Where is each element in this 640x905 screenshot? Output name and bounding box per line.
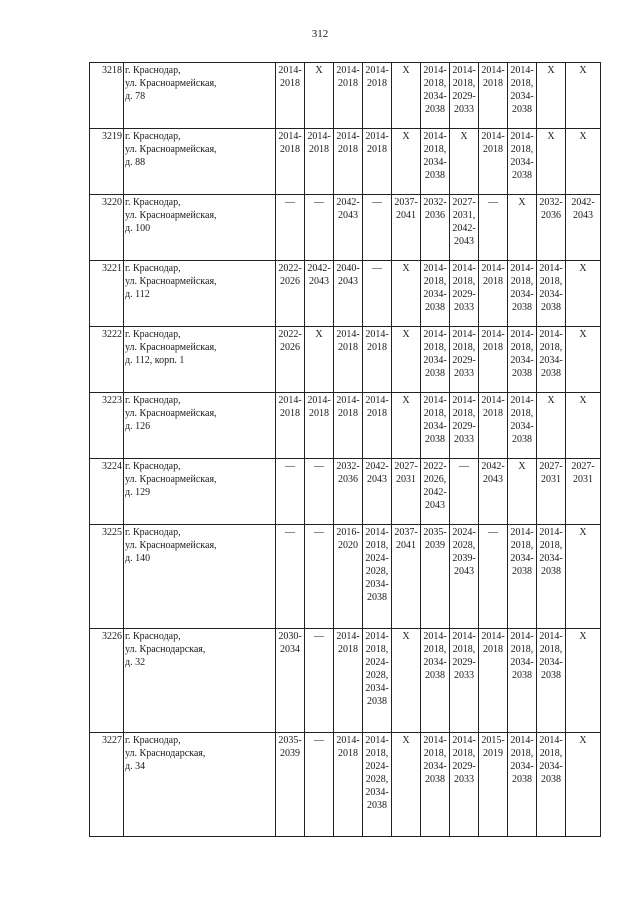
period-cell: X	[305, 63, 334, 129]
address-line: д. 34	[125, 761, 146, 772]
period-cell: 2014- 2018, 2034- 2038	[421, 327, 450, 393]
period-cell: 2027- 2031	[537, 459, 566, 525]
period-cell: 2014- 2018, 2034- 2038	[421, 733, 450, 837]
period-cell: 2014- 2018	[479, 63, 508, 129]
period-cell: —	[276, 525, 305, 629]
address-line: ул. Красноармейская,	[125, 342, 217, 353]
address-cell	[124, 327, 276, 393]
period-cell: X	[392, 63, 421, 129]
period-cell: 2032- 2036	[421, 195, 450, 261]
period-cell: 2014- 2018, 2034- 2038	[537, 327, 566, 393]
period-cell: 2014- 2018, 2034- 2038	[508, 393, 537, 459]
address-line: г. Краснодар,	[125, 395, 181, 406]
row-number: 3226	[90, 629, 124, 733]
period-cell: 2035- 2039	[276, 733, 305, 837]
period-cell: —	[363, 261, 392, 327]
period-cell: 2014- 2018	[479, 327, 508, 393]
period-cell: —	[479, 195, 508, 261]
period-cell: —	[305, 195, 334, 261]
period-cell: 2032- 2036	[537, 195, 566, 261]
period-cell: 2022- 2026	[276, 327, 305, 393]
address-cell	[124, 525, 276, 629]
period-cell: 2014- 2018, 2034- 2038	[421, 261, 450, 327]
page-number: 312	[311, 28, 329, 40]
period-cell: 2030- 2034	[276, 629, 305, 733]
period-cell: 2014- 2018, 2029- 2033	[450, 261, 479, 327]
period-cell: X	[392, 261, 421, 327]
period-cell: 2042- 2043	[334, 195, 363, 261]
address-cell	[124, 195, 276, 261]
address-line: ул. Красноармейская,	[125, 408, 217, 419]
address-line: д. 112	[125, 289, 150, 300]
row-number: 3223	[90, 393, 124, 459]
period-cell: 2014- 2018, 2034- 2038	[508, 63, 537, 129]
period-cell: 2037- 2041	[392, 525, 421, 629]
table-row	[90, 629, 601, 733]
period-cell: 2014- 2018, 2034- 2038	[537, 629, 566, 733]
period-cell: 2014- 2018	[363, 129, 392, 195]
period-cell: 2014- 2018	[334, 393, 363, 459]
table-row	[90, 525, 601, 629]
address-line: д. 88	[125, 157, 146, 168]
period-cell: 2014- 2018, 2034- 2038	[421, 129, 450, 195]
row-number: 3219	[90, 129, 124, 195]
address-line: д. 78	[125, 91, 146, 102]
address-line: г. Краснодар,	[125, 263, 181, 274]
address-line: ул. Красноармейская,	[125, 474, 217, 485]
row-number: 3218	[90, 63, 124, 129]
period-cell: X	[566, 327, 601, 393]
address-line: д. 140	[125, 553, 151, 564]
period-cell: 2014- 2018, 2024- 2028, 2034- 2038	[363, 733, 392, 837]
period-cell: X	[392, 129, 421, 195]
address-line: ул. Красноармейская,	[125, 276, 217, 287]
period-cell: 2014- 2018, 2034- 2038	[421, 63, 450, 129]
address-line: ул. Красноармейская,	[125, 540, 217, 551]
address-line: г. Краснодар,	[125, 65, 181, 76]
period-cell: 2014- 2018, 2034- 2038	[537, 733, 566, 837]
table-row	[90, 129, 601, 195]
period-cell: X	[392, 629, 421, 733]
period-cell: 2014- 2018	[363, 393, 392, 459]
period-cell: 2014- 2018, 2034- 2038	[508, 733, 537, 837]
period-cell: —	[305, 525, 334, 629]
period-cell: 2014- 2018	[334, 63, 363, 129]
period-cell: 2014- 2018	[479, 261, 508, 327]
period-cell: 2014- 2018, 2034- 2038	[508, 261, 537, 327]
address-line: г. Краснодар,	[125, 197, 181, 208]
period-cell: 2016- 2020	[334, 525, 363, 629]
table-row	[90, 261, 601, 327]
period-cell: X	[450, 129, 479, 195]
period-cell: 2014- 2018	[363, 63, 392, 129]
address-line: г. Краснодар,	[125, 329, 181, 340]
period-cell: 2014- 2018	[334, 129, 363, 195]
period-cell: X	[392, 733, 421, 837]
table-row	[90, 63, 601, 129]
period-cell: 2014- 2018	[334, 327, 363, 393]
period-cell: 2014- 2018, 2034- 2038	[421, 393, 450, 459]
period-cell: 2014- 2018, 2024- 2028, 2034- 2038	[363, 525, 392, 629]
period-cell: 2014- 2018	[363, 327, 392, 393]
period-cell: —	[276, 459, 305, 525]
period-cell: X	[537, 63, 566, 129]
period-cell: 2042- 2043	[305, 261, 334, 327]
period-cell: 2022- 2026, 2042- 2043	[421, 459, 450, 525]
period-cell: 2014- 2018	[276, 63, 305, 129]
table-row	[90, 195, 601, 261]
address-line: г. Краснодар,	[125, 631, 181, 642]
period-cell: 2014- 2018, 2029- 2033	[450, 327, 479, 393]
period-cell: 2042- 2043	[363, 459, 392, 525]
period-cell: 2014- 2018, 2034- 2038	[508, 525, 537, 629]
address-line: д. 100	[125, 223, 151, 234]
period-cell: X	[566, 63, 601, 129]
period-cell: 2024- 2028, 2039- 2043	[450, 525, 479, 629]
period-cell: X	[392, 393, 421, 459]
period-cell: 2014- 2018	[305, 393, 334, 459]
period-cell: 2014- 2018	[334, 629, 363, 733]
period-cell: 2014- 2018	[334, 733, 363, 837]
address-cell	[124, 393, 276, 459]
period-cell: 2014- 2018, 2034- 2038	[508, 327, 537, 393]
period-cell: X	[566, 629, 601, 733]
period-cell: 2032- 2036	[334, 459, 363, 525]
period-cell: —	[450, 459, 479, 525]
period-cell: X	[566, 129, 601, 195]
address-line: г. Краснодар,	[125, 735, 181, 746]
period-cell: 2014- 2018, 2034- 2038	[508, 129, 537, 195]
address-cell	[124, 63, 276, 129]
period-cell: X	[566, 525, 601, 629]
period-cell: 2014- 2018, 2029- 2033	[450, 733, 479, 837]
period-cell: X	[508, 195, 537, 261]
address-line: ул. Красноармейская,	[125, 210, 217, 221]
period-cell: 2014- 2018	[479, 129, 508, 195]
address-line: ул. Красноармейская,	[125, 78, 217, 89]
table-row	[90, 733, 601, 837]
period-cell: X	[305, 327, 334, 393]
period-cell: 2014- 2018, 2034- 2038	[508, 629, 537, 733]
address-line: ул. Красноармейская,	[125, 144, 217, 155]
address-line: г. Краснодар,	[125, 131, 181, 142]
address-line: д. 32	[125, 657, 146, 668]
period-cell: 2014- 2018, 2034- 2038	[537, 525, 566, 629]
period-cell: X	[537, 393, 566, 459]
address-line: г. Краснодар,	[125, 461, 181, 472]
address-line: ул. Краснодарская,	[125, 644, 206, 655]
period-cell: X	[537, 129, 566, 195]
period-cell: —	[479, 525, 508, 629]
period-cell: 2042- 2043	[566, 195, 601, 261]
period-cell: 2027- 2031	[392, 459, 421, 525]
table-row	[90, 459, 601, 525]
period-cell: —	[305, 459, 334, 525]
period-cell: X	[566, 261, 601, 327]
period-cell: 2014- 2018, 2034- 2038	[421, 629, 450, 733]
address-cell	[124, 261, 276, 327]
period-cell: 2014- 2018, 2029- 2033	[450, 393, 479, 459]
row-number: 3224	[90, 459, 124, 525]
address-cell	[124, 629, 276, 733]
period-cell: —	[305, 629, 334, 733]
row-number: 3225	[90, 525, 124, 629]
address-cell	[124, 129, 276, 195]
period-cell: —	[305, 733, 334, 837]
period-cell: 2014- 2018	[479, 393, 508, 459]
address-cell	[124, 459, 276, 525]
period-cell: 2014- 2018, 2024- 2028, 2034- 2038	[363, 629, 392, 733]
period-cell: 2040- 2043	[334, 261, 363, 327]
period-cell: 2014- 2018	[479, 629, 508, 733]
address-line: д. 129	[125, 487, 151, 498]
period-cell: X	[566, 393, 601, 459]
period-cell: 2014- 2018, 2034- 2038	[537, 261, 566, 327]
period-cell: X	[508, 459, 537, 525]
period-cell: —	[276, 195, 305, 261]
address-line: г. Краснодар,	[125, 527, 181, 538]
period-cell: 2014- 2018	[276, 129, 305, 195]
period-cell: 2027- 2031, 2042- 2043	[450, 195, 479, 261]
address-line: д. 112, корп. 1	[125, 355, 185, 366]
row-number: 3227	[90, 733, 124, 837]
period-cell: X	[566, 733, 601, 837]
period-cell: 2027- 2031	[566, 459, 601, 525]
schedule-table	[89, 62, 601, 837]
period-cell: 2014- 2018, 2029- 2033	[450, 63, 479, 129]
period-cell: 2042- 2043	[479, 459, 508, 525]
period-cell: 2035- 2039	[421, 525, 450, 629]
address-cell	[124, 733, 276, 837]
period-cell: 2014- 2018, 2029- 2033	[450, 629, 479, 733]
period-cell: 2014- 2018	[276, 393, 305, 459]
table-row	[90, 327, 601, 393]
row-number: 3221	[90, 261, 124, 327]
period-cell: —	[363, 195, 392, 261]
period-cell: 2022- 2026	[276, 261, 305, 327]
period-cell: 2037- 2041	[392, 195, 421, 261]
table-row	[90, 393, 601, 459]
address-line: д. 126	[125, 421, 151, 432]
period-cell: 2015- 2019	[479, 733, 508, 837]
period-cell: 2014- 2018	[305, 129, 334, 195]
row-number: 3222	[90, 327, 124, 393]
period-cell: X	[392, 327, 421, 393]
row-number: 3220	[90, 195, 124, 261]
address-line: ул. Краснодарская,	[125, 748, 206, 759]
